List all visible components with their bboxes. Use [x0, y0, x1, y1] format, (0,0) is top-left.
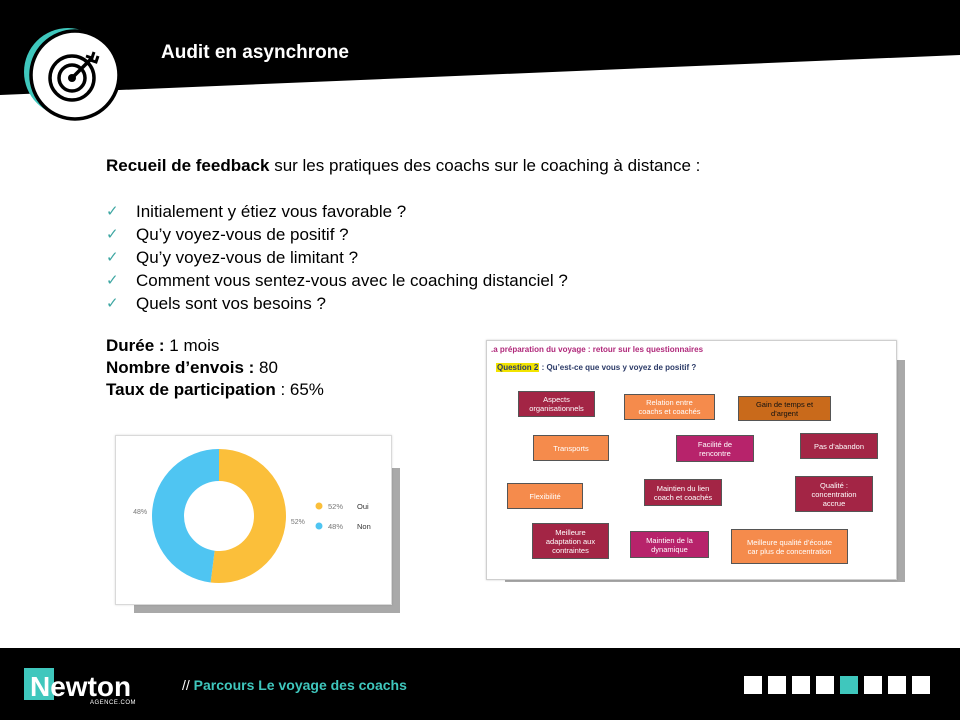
donut-chart-card [115, 435, 392, 605]
intro-rest: sur les pratiques des coachs sur le coaching à distance : [269, 156, 701, 175]
check-icon: ✓ [106, 295, 119, 312]
donut-slice-oui [211, 449, 286, 583]
target-icon [22, 22, 132, 132]
question-checklist [106, 200, 568, 315]
footer-course-title: // Parcours Le voyage des coachs [182, 677, 407, 693]
legend-label: Non [357, 522, 371, 531]
questionnaire-question: Question 2 : Qu’est-ce que vous y voyez de positif ? [497, 363, 697, 372]
check-icon: ✓ [106, 272, 119, 289]
page-dot [744, 676, 762, 694]
check-icon: ✓ [106, 203, 119, 220]
questionnaire-card [486, 340, 897, 580]
page-indicator [744, 676, 930, 694]
participation-row: Taux de participation : 65% [106, 380, 324, 399]
feedback-tag: Pas d’abandon [800, 433, 878, 459]
page-dot [888, 676, 906, 694]
list-item: ✓ Quels sont vos besoins ? [106, 294, 326, 313]
feedback-tag: Maintien de la dynamique [630, 531, 709, 558]
footer [0, 648, 960, 720]
header-band [0, 0, 960, 95]
brand-sub: AGENCE.COM [90, 700, 137, 706]
legend-marker [316, 523, 323, 530]
list-item: ✓ Qu’y voyez-vous de positif ? [106, 225, 349, 244]
list-item: ✓ Comment vous sentez-vous avec le coaching distanciel ? [106, 271, 568, 290]
feedback-tag: Flexibilité [507, 483, 583, 509]
duration-row: Durée : 1 mois [106, 336, 220, 355]
page-dot [840, 676, 858, 694]
page-dot [864, 676, 882, 694]
newton-logo [24, 666, 154, 706]
intro-bold: Recueil de feedback [106, 156, 270, 175]
slice-label: 48% [133, 509, 148, 517]
feedback-tag: Facilité de rencontre [676, 435, 754, 462]
legend-label: Oui [357, 502, 369, 511]
donut-slice-non [152, 449, 219, 582]
page-dot [912, 676, 930, 694]
brand-name: Newton [30, 671, 132, 702]
legend-percent: 48% [328, 522, 344, 531]
sends-row: Nombre d’envois : 80 [106, 358, 278, 377]
questionnaire-heading: .a préparation du voyage : retour sur les questionnaires [491, 345, 704, 354]
check-icon: ✓ [106, 226, 119, 243]
page-dot [792, 676, 810, 694]
page-dot [768, 676, 786, 694]
donut-chart [116, 436, 391, 604]
feedback-tag: Qualité : concentration accrue [795, 476, 873, 512]
feedback-tag: Meilleure qualité d’écoute car plus de concentration [731, 529, 848, 564]
intro-text [106, 155, 700, 177]
feedback-tag: Aspects organisationnels [518, 391, 595, 417]
slice-label: 52% [290, 518, 305, 526]
feedback-tag: Transports [533, 435, 609, 461]
feedback-tag: Meilleure adaptation aux contraintes [532, 523, 609, 559]
feedback-tag: Relation entre coachs et coachés [624, 394, 715, 420]
stats-block [106, 335, 324, 401]
feedback-tag: Gain de temps et d’argent [738, 396, 831, 421]
page-dot [816, 676, 834, 694]
page-title: Audit en asynchrone [161, 42, 349, 63]
check-icon: ✓ [106, 249, 119, 266]
legend-marker [316, 503, 323, 510]
legend-percent: 52% [328, 502, 344, 511]
list-item: ✓ Initialement y étiez vous favorable ? [106, 202, 407, 221]
list-item: ✓ Qu’y voyez-vous de limitant ? [106, 248, 359, 267]
feedback-tag: Maintien du lien coach et coachés [644, 479, 722, 506]
